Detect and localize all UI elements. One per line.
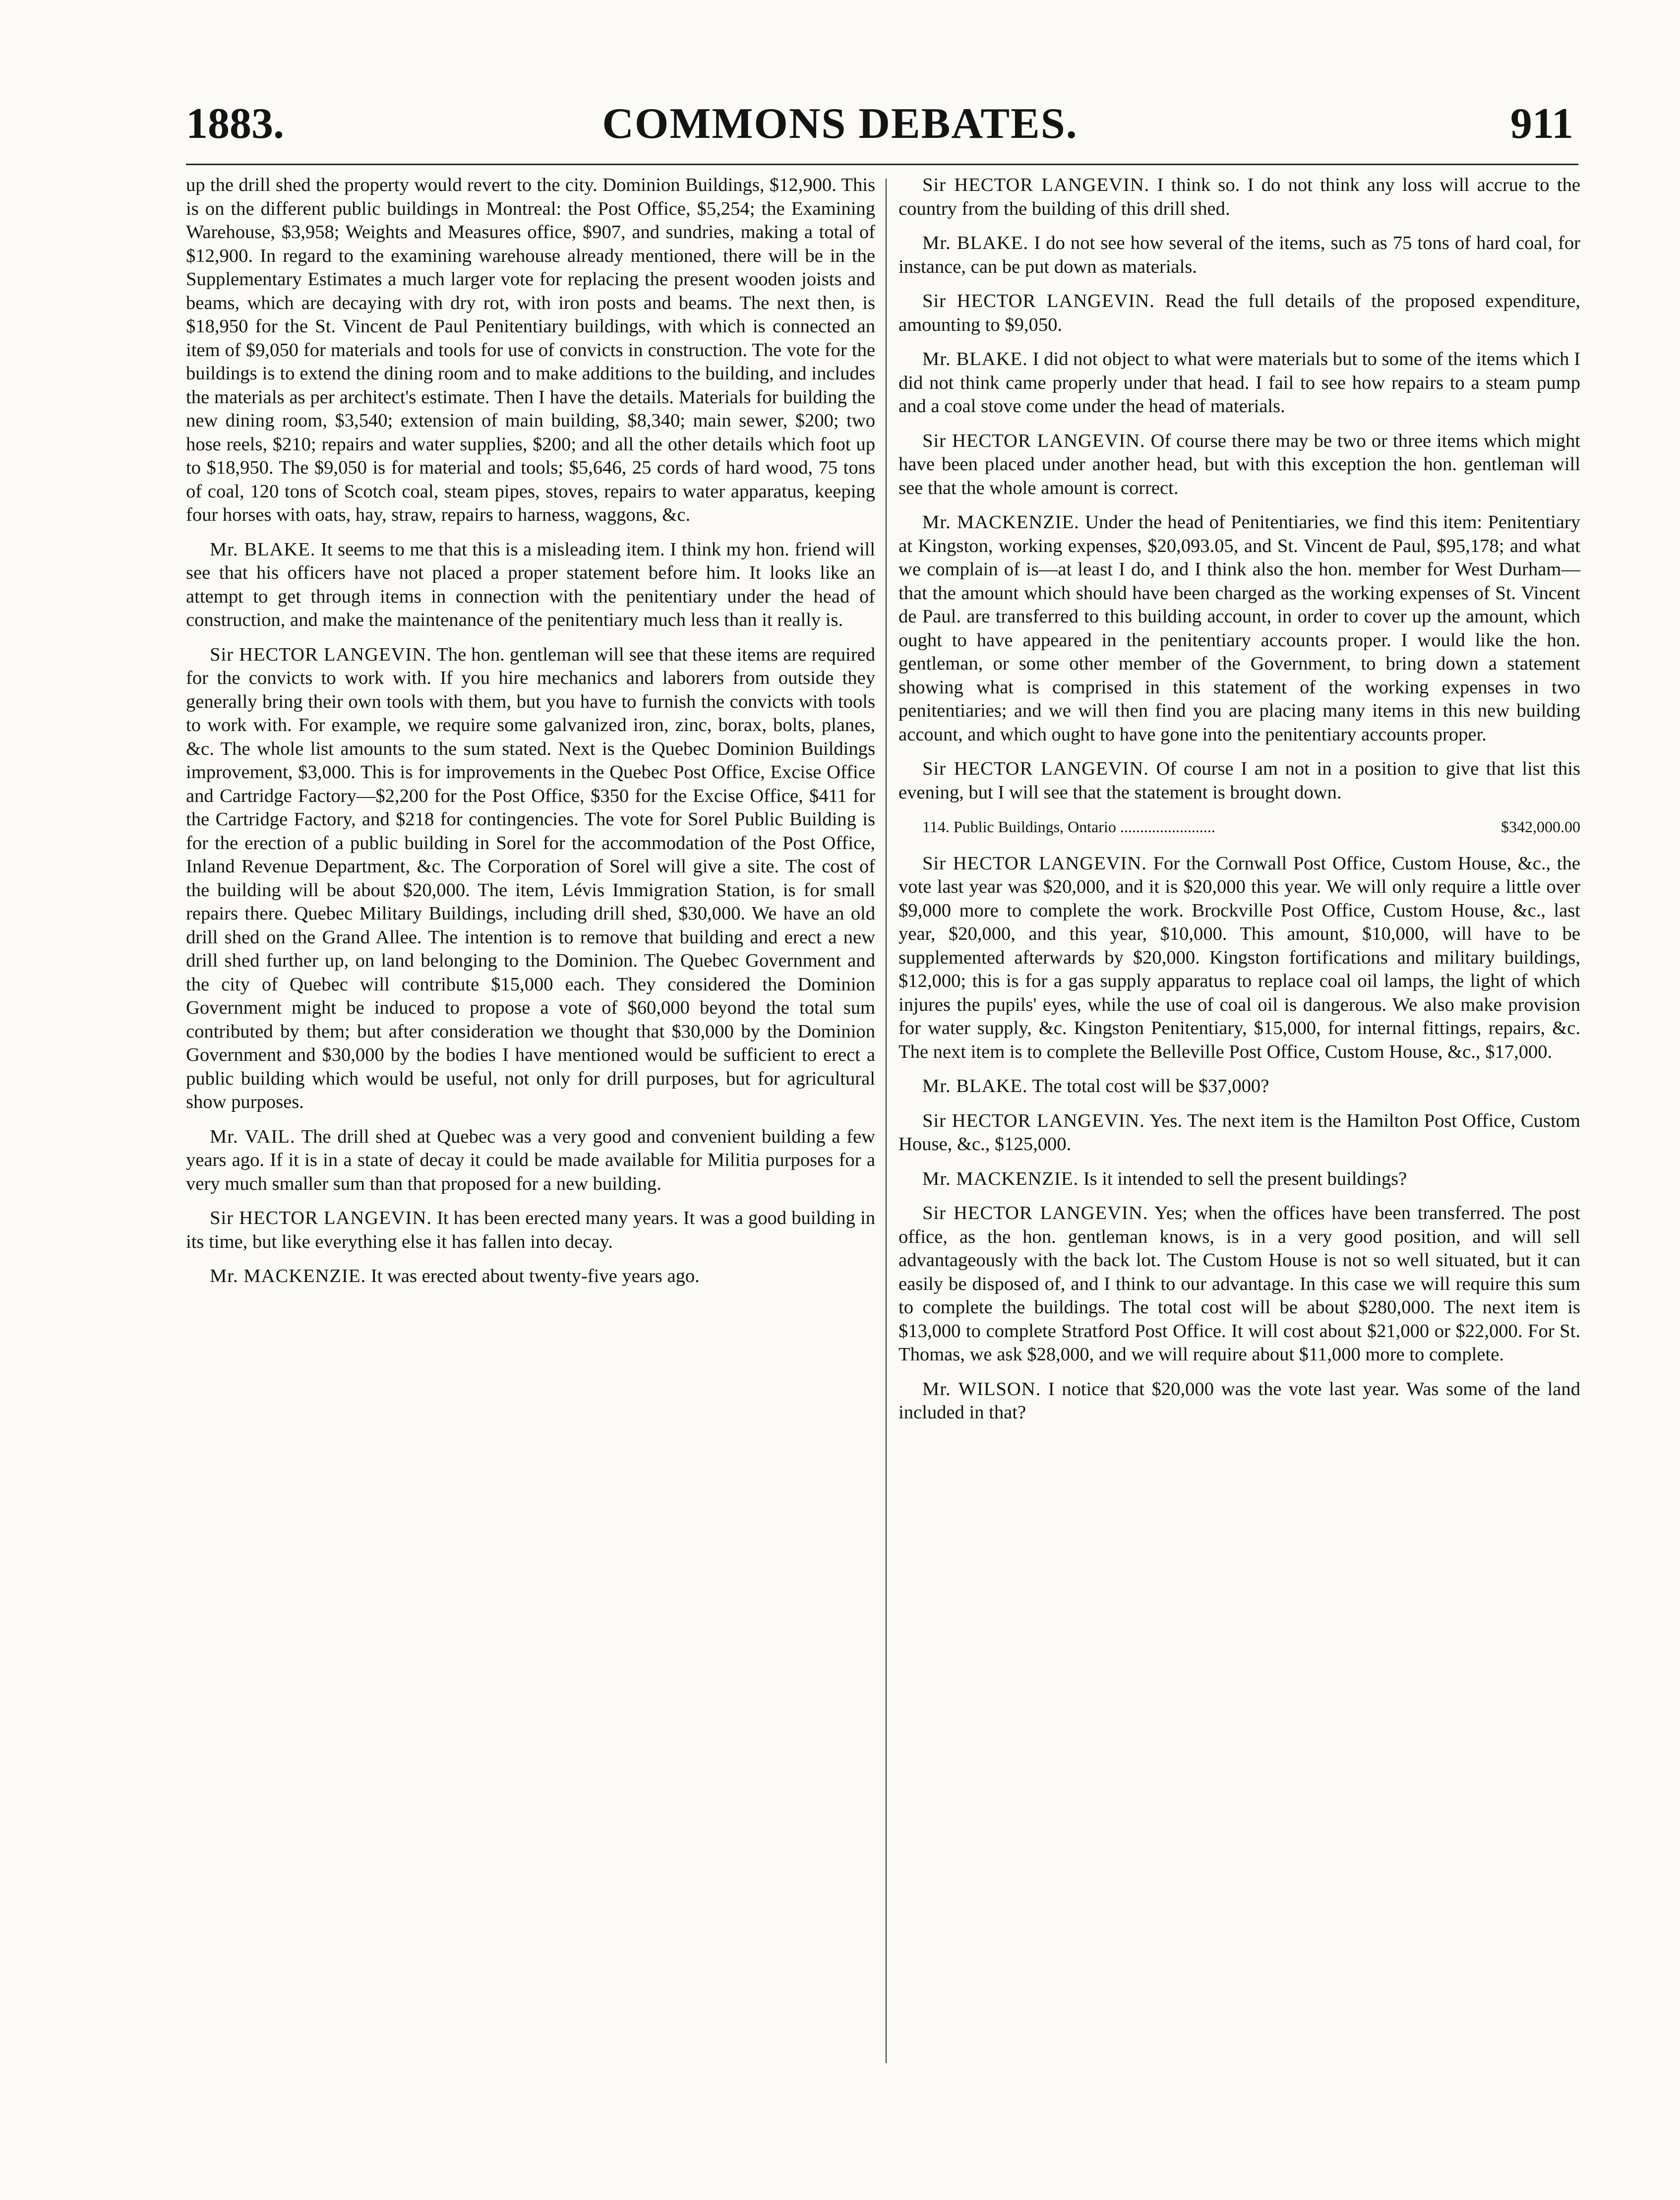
paragraph [186,1125,875,1196]
page-header [0,94,1680,164]
paragraph-text: Read the full details of the proposed expenditure, amounting to $9,050. [899,291,1580,335]
paragraph [899,348,1580,419]
paragraph [899,1167,1580,1191]
header-rule [186,164,1578,165]
paragraph [899,174,1580,221]
speaker-name: Sir HECTOR LANGEVIN. [922,1110,1145,1131]
speaker-name: Sir HECTOR LANGEVIN. [210,1208,432,1228]
paragraph [899,290,1580,337]
vote-item: 114. Public Buildings, Ontario ........................ [922,818,1215,836]
speaker-name: Sir HECTOR LANGEVIN. [922,1203,1148,1223]
paragraph-text: up the drill shed the property would revert to the city. Dominion Buildings, $12,900. This is on the different public buildings in Montreal: the Post Office, $5,254; the Examining Warehouse, $3,958; Weights and Measures office, $907, and sundries, making a total of $12,900. In regard to the examining warehouse already mentioned, there will be in the Supplementary Estimates a much larger vote for replacing the present wooden joists and beams, which are decaying with dry rot, with iron posts and beams. The next then, is $18,950 for the St. Vincent de Paul Penitentiary buildings, with which is connected an item of $9,050 for materials and tools for use of convicts in construction. The vote for the buildings is to extend the dining room and to make additions to the building, and includes the materials as per architect's estimate. Then I have the details. Materials for building the new dining room, $3,540; extension of main building, $8,340; main sewer, $200; two hose reels, $210; repairs and water supplies, $200; and all the other details which foot up to $18,950. The $9,050 is for material and tools; $5,646, 25 cords of hard wood, 75 tons of coal, 120 tons of Scotch coal, steam pipes, stoves, repairs to water apparatus, keeping four horses with oats, hay, straw, repairs to harness, waggons, &c. [186,175,875,525]
right-column [899,174,1580,1436]
speaker-name: Sir HECTOR LANGEVIN. [210,644,432,665]
paragraph-text: It seems to me that this is a misleading item. I think my hon. friend will see that his officers have not placed a proper statement before him. It looks like an attempt to get through items in connection with the penitentiary under the head of construction, and make the maintenance of the penitentiary much less than it really is. [186,539,875,630]
speaker-name: Mr. MACKENZIE. [922,1168,1079,1189]
paragraph [899,429,1580,500]
paragraph [186,1265,875,1288]
paragraph [899,511,1580,746]
speaker-name: Mr. BLAKE. [210,539,316,560]
paragraph-text: Yes. The next item is the Hamilton Post Office, Custom House, &c., $125,000. [899,1110,1580,1155]
left-column [186,174,875,1299]
paragraph-text: Of course there may be two or three items which might have been placed under another head, but with this exception the hon. gentleman will see that the whole amount is correct. [899,430,1580,498]
speaker-name: Sir HECTOR LANGEVIN. [922,430,1145,451]
running-title: COMMONS DEBATES. [602,100,1078,148]
paragraph-text: For the Cornwall Post Office, Custom House, &c., the vote last year was $20,000, and it is $20,000 this year. We will only require a little over $9,000 more to complete the work. Brockville Post Office, Custom House, &c., last year, $20,000, and this year, $10,000. This amount, $10,000, will have to be supplemented afterwards by $20,000. Kingston fortifications and military buildings, $12,000; this is for a gas supply apparatus to replace coal oil lamps, the light of which injures the pupils' eyes, while the use of coal oil is dangerous. We also make provision for water supply, &c. Kingston Penitentiary, $15,000, for internal fittings, repairs, &c. The next item is to complete the Belleville Post Office, Custom House, &c., $17,000. [899,853,1580,1062]
paragraph-text: The drill shed at Quebec was a very good and convenient building a few years ago. If it is in a state of decay it could be made available for Militia purposes for a very much smaller sum than that proposed for a new building. [186,1126,875,1194]
paragraph [899,852,1580,1064]
speaker-name: Mr. BLAKE. [922,349,1028,369]
paragraph [899,1202,1580,1367]
speaker-name: Mr. VAIL. [210,1126,296,1147]
page-number: 911 [1510,100,1573,148]
paragraph-text: It was erected about twenty-five years ago. [366,1266,700,1286]
paragraph [186,1207,875,1254]
speaker-name: Mr. MACKENZIE. [210,1266,366,1286]
paragraph-text: The total cost will be $37,000? [1027,1076,1269,1097]
paragraph [899,757,1580,804]
paragraph-text: I think so. I do not think any loss will accrue to the country from the building of this drill shed. [899,175,1580,219]
vote-item-line [899,815,1580,839]
speaker-name: Mr. BLAKE. [922,1076,1028,1097]
paragraph-text: Of course I am not in a position to give that list this evening, but I will see that the statement is brought down. [899,758,1580,803]
paragraph-text: Is it intended to sell the present buildings? [1079,1168,1407,1189]
paragraph [899,1378,1580,1425]
paragraph [899,232,1580,279]
paragraph [186,538,875,632]
paragraph-text: I notice that $20,000 was the vote last year. Was some of the land included in that? [899,1378,1581,1423]
paragraph [186,174,875,527]
paragraph [186,643,875,1114]
speaker-name: Mr. MACKENZIE. [922,512,1080,533]
speaker-name: Mr. BLAKE. [922,233,1029,253]
paragraph-text: The hon. gentleman will see that these items are required for the convicts to work with. If you hire mechanics and laborers from outside they generally bring their own tools with them, but you have to furnish the convicts with tools to work with. For example, we require some galvanized iron, zinc, borax, bolts, planes, &c. The whole list amounts to the sum stated. Next is the Quebec Dominion Buildings improvement, $3,000. This is for improvements in the Quebec Post Office, Excise Office and Cartridge Factory—$2,200 for the Post Office, $350 for the Excise Office, $411 for the Cartridge Factory, and $218 for contingencies. The vote for Sorel Public Building is for the erection of a public building in Sorel for the accommodation of the Post Office, Inland Revenue Department, &c. The Corporation of Sorel will give a site. The cost of the building will be about $20,000. The item, Lévis Immigration Station, is for small repairs there. Quebec Military Buildings, including drill shed, $30,000. We have an old drill shed on the Grand Allee. The intention is to remove that building and erect a new drill shed further up, on land belonging to the Dominion. The Quebec Government and the city of Quebec will contribute $15,000 each. They considered the Dominion Government might be induced to propose a vote of $60,000 beyond the total sum contributed by them; but after consideration we thought that $30,000 by the Dominion Government and $30,000 by the bodies I have mentioned would be sufficient to erect a public building which would be useful, not only for drill purposes, but for agricultural show purposes. [186,644,875,1112]
paragraph-text: Yes; when the offices have been transferred. The post office, as the hon. gentleman knows, is in a very good position, and will sell advantageously with the back lot. The Custom House is not so well situated, but it can easily be disposed of, and I think to our advantage. In this case we will require this sum to complete the buildings. The total cost will be about $280,000. The next item is $13,000 to complete Stratford Post Office. It will cost about $21,000 or $22,000. For St. Thomas, we ask $28,000, and we will require about $11,000 more to complete. [899,1203,1580,1365]
header-year: 1883. [186,100,284,148]
paragraph-text: I do not see how several of the items, such as 75 tons of hard coal, for instance, can be put down as materials. [899,233,1580,277]
speaker-name: Sir HECTOR LANGEVIN. [922,175,1150,195]
paragraph-text: I did not object to what were materials but to some of the items which I did not think came properly under that head. I fail to see how repairs to a steam pump and a coal stove come under the head of materials. [899,349,1580,417]
paragraph-text: It has been erected many years. It was a good building in its time, but like everything else it has fallen into decay. [186,1208,875,1252]
paragraph-text: Under the head of Penitentiaries, we find this item: Penitentiary at Kingston, working expenses, $20,093.05, and St. Vincent de Paul, $95,178; and what we complain of is—at least I do, and I think also the hon. member for West Durham—that the amount which should have been charged as the working expenses of St. Vincent de Paul. are transferred to this building account, in order to cover up the amount, which ought to have appeared in the penitentiary accounts proper. I would like the hon. gentleman, or some other member of the Government, to bring down a statement showing what is comprised in this statement of the working expenses in two penitentiaries; and we will then find you are placing many items in this new building account, and which ought to have gone into the penitentiary accounts proper. [899,512,1581,745]
column-divider [886,179,887,2063]
paragraph [899,1109,1580,1157]
speaker-name: Mr. WILSON. [922,1378,1041,1400]
speaker-name: Sir HECTOR LANGEVIN. [922,291,1155,311]
paragraph [899,1075,1580,1099]
speaker-name: Sir HECTOR LANGEVIN. [922,853,1147,874]
vote-amount: $342,000.00 [1501,818,1580,836]
speaker-name: Sir HECTOR LANGEVIN. [922,758,1149,779]
